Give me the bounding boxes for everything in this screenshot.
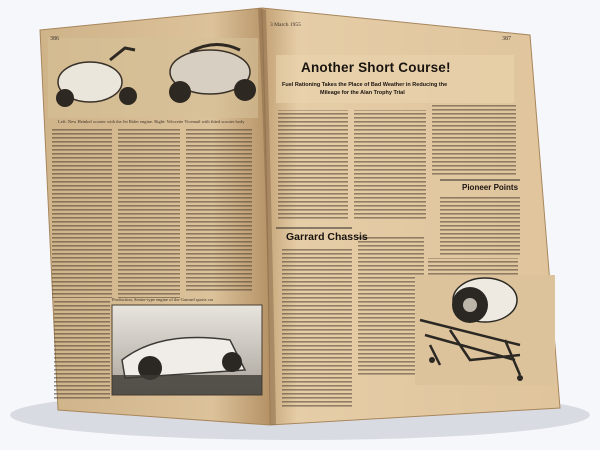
section-heading-garrard: Garrard Chassis xyxy=(286,231,368,243)
article-subheadline-line-1: Fuel Rationing Takes the Place of Bad Weather in Reducing the xyxy=(282,82,448,88)
right-page-number: 387 xyxy=(502,36,511,42)
scooter-photo xyxy=(48,38,258,118)
left-page-number: 386 xyxy=(50,36,59,42)
article-headline: Another Short Course! xyxy=(301,60,451,75)
race-car-photo xyxy=(112,305,262,395)
left-page xyxy=(40,8,270,425)
section-heading-pioneer: Pioneer Points xyxy=(462,183,519,192)
left-top-caption: Left: New Heinkel scooter with the Jet Rider engine. Right: Velocette Vicemail with fitted scooter body xyxy=(58,119,245,124)
chassis-drawing xyxy=(415,275,555,385)
article-subheadline-line-2: Mileage for the Alan Trophy Trial xyxy=(320,90,405,96)
left-bottom-caption: Production, Senior-type engine of the Garrard sports car xyxy=(112,297,214,302)
right-page-date: 3 March 1955 xyxy=(270,22,301,28)
